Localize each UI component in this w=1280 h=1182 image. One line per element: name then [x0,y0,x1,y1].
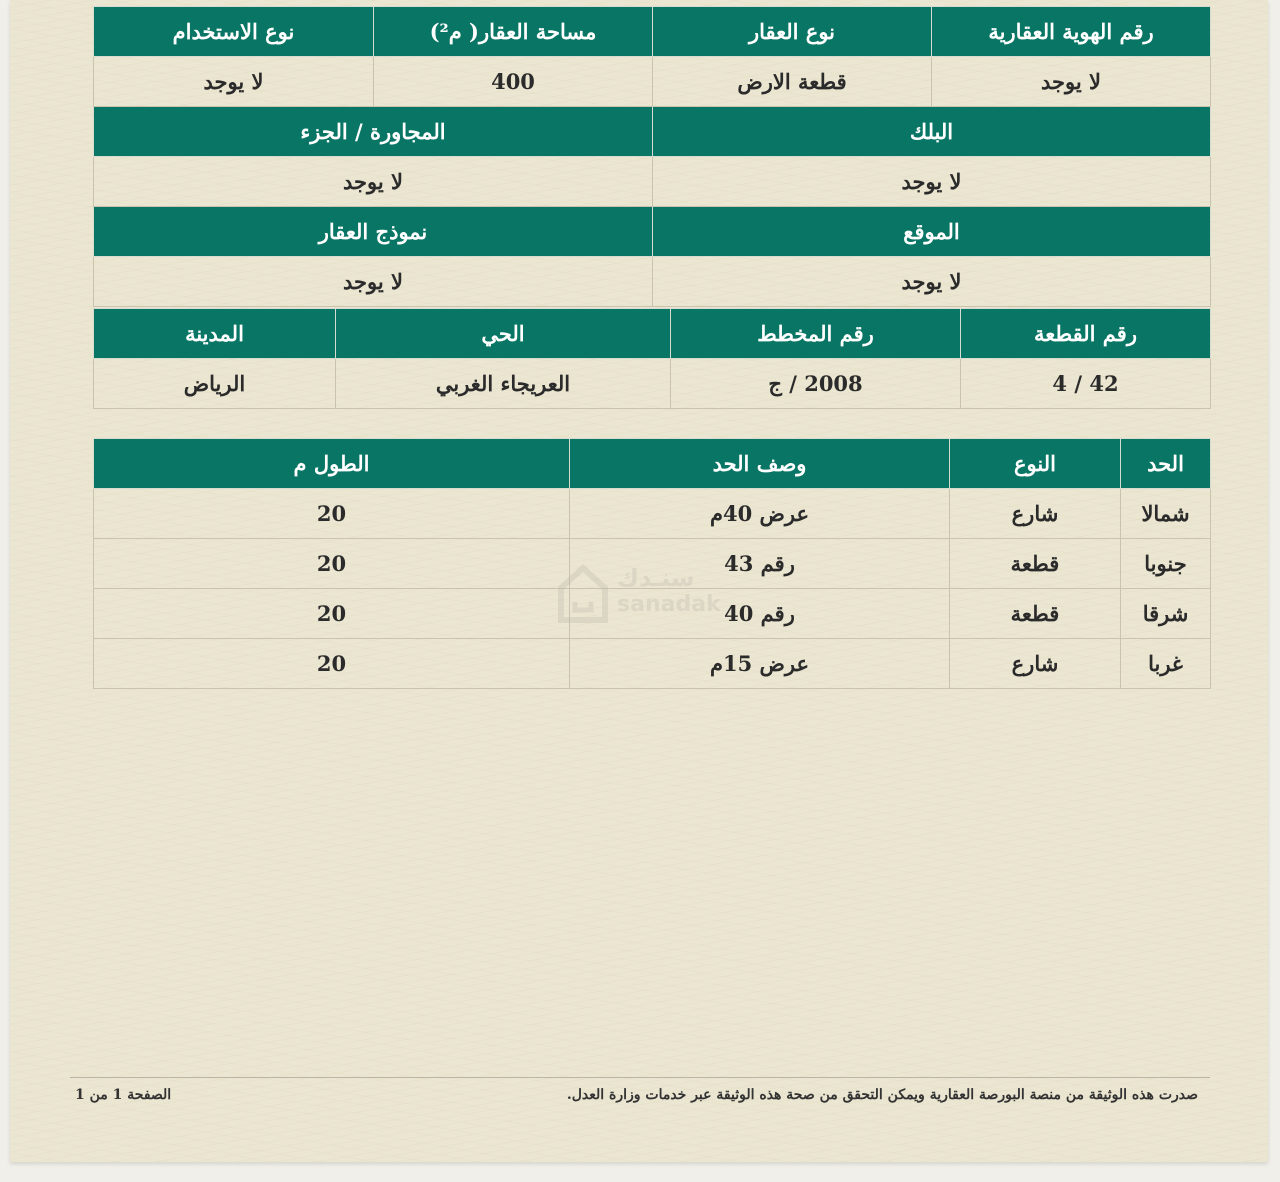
value-property-type: قطعة الارض [653,57,932,107]
value-neighborhood-part: لا يوجد [94,157,653,207]
value-property-area: 400 [374,57,653,107]
header-usage-type: نوع الاستخدام [94,7,374,57]
header-boundary-length: الطول م [94,439,570,489]
header-property-id: رقم الهوية العقارية [932,7,1211,57]
header-property-area: مساحة العقار( م²) [374,7,653,57]
boundaries-table [93,438,1211,689]
header-boundary: الحد [1121,439,1211,489]
boundary-description: رقم 43 [570,539,950,589]
header-neighborhood-part: المجاورة / الجزء [94,107,653,157]
table-header-row [94,7,1211,57]
table-header-row [94,207,1211,257]
table-row [94,589,1211,639]
value-plot-number: 42 / 4 [961,359,1211,409]
value-usage-type: لا يوجد [94,57,374,107]
watermark-latin: sanadak [617,592,721,617]
table-header-row [94,309,1211,359]
plot-info-table [93,308,1211,409]
boundary-direction: جنوبا [1121,539,1211,589]
table-row [94,257,1211,307]
boundary-direction: شمالا [1121,489,1211,539]
value-district: العريجاء الغربي [336,359,671,409]
header-block: البلك [653,107,1211,157]
boundary-description: عرض 15م [570,639,950,689]
boundary-description: رقم 40 [570,589,950,639]
table-row [94,539,1211,589]
table-row [94,57,1211,107]
value-location: لا يوجد [653,257,1211,307]
header-city: المدينة [94,309,336,359]
document-page [10,0,1268,1162]
header-location: الموقع [653,207,1211,257]
boundary-length: 20 [94,539,570,589]
header-boundary-type: النوع [950,439,1121,489]
boundary-type: شارع [950,489,1121,539]
table-row [94,157,1211,207]
header-property-type: نوع العقار [653,7,932,57]
boundary-direction: غربا [1121,639,1211,689]
boundary-type: قطعة [950,589,1121,639]
value-plan-number: 2008 / ج [671,359,961,409]
header-property-model: نموذج العقار [94,207,653,257]
value-property-id: لا يوجد [932,57,1211,107]
value-property-model: لا يوجد [94,257,653,307]
value-city: الرياض [94,359,336,409]
table-header-row [94,107,1211,157]
table-row [94,639,1211,689]
value-block: لا يوجد [653,157,1211,207]
boundary-description: عرض 40م [570,489,950,539]
boundary-length: 20 [94,639,570,689]
page-number: الصفحة 1 من 1 [75,1087,172,1103]
table-row [94,489,1211,539]
property-info-table [93,6,1211,307]
footer-divider [70,1077,1210,1078]
header-plan-number: رقم المخطط [671,309,961,359]
watermark-arabic: سنـدك [617,564,695,592]
header-boundary-description: وصف الحد [570,439,950,489]
table-row [94,359,1211,409]
header-plot-number: رقم القطعة [961,309,1211,359]
table-header-row [94,439,1211,489]
header-district: الحي [336,309,671,359]
footer-note: صدرت هذه الوثيقة من منصة البورصة العقارية ويمكن التحقق من صحة هذه الوثيقة عبر خدمات وزارة العدل. [566,1087,1198,1103]
boundary-type: شارع [950,639,1121,689]
boundary-type: قطعة [950,539,1121,589]
boundary-direction: شرقا [1121,589,1211,639]
boundary-length: 20 [94,589,570,639]
boundary-length: 20 [94,489,570,539]
